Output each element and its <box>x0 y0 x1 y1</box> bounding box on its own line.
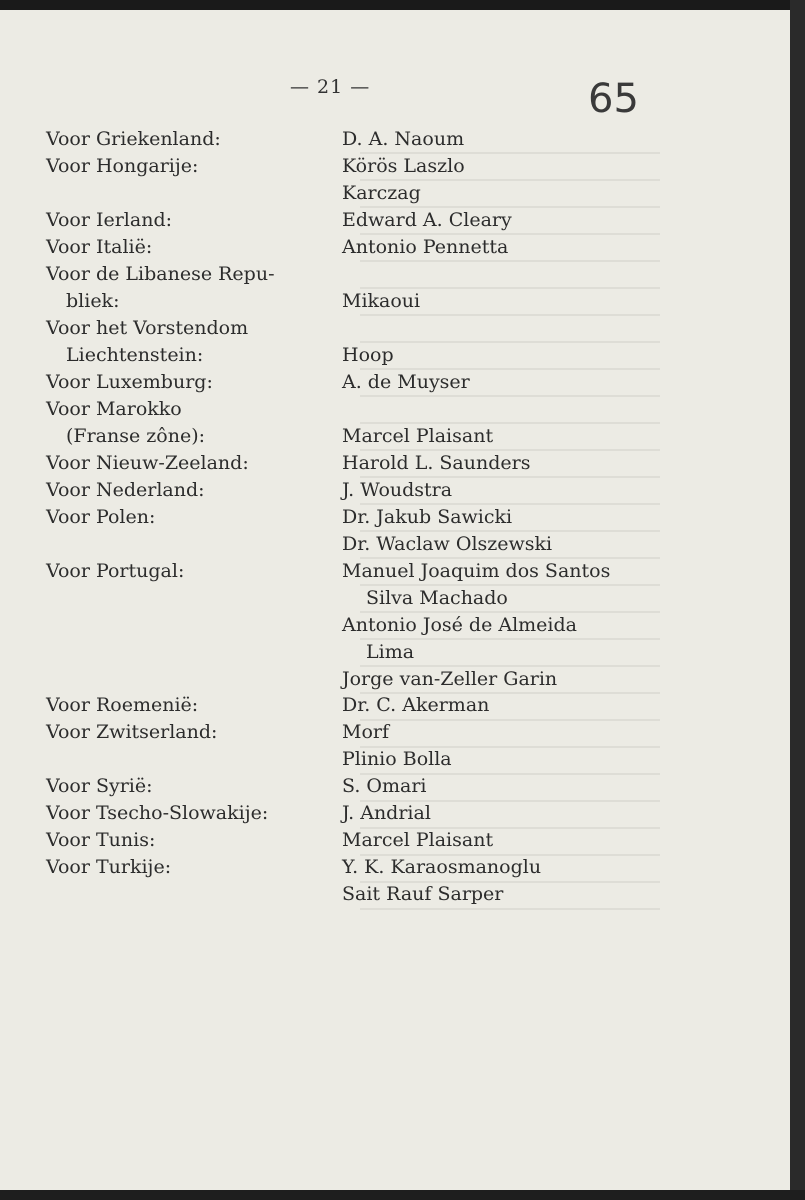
signatory-name: Antonio José de Almeida <box>342 614 577 636</box>
signatory-name-continued: Silva Machado <box>366 587 508 609</box>
signatory-name: Dr. C. Akerman <box>342 694 490 716</box>
country-label: Voor Luxemburg: <box>46 371 213 393</box>
scan-edge-right <box>790 0 805 1200</box>
signatory-name: Marcel Plaisant <box>342 829 494 851</box>
signatory-name-continued: Lima <box>366 641 415 663</box>
country-label: Voor Zwitserland: <box>46 721 218 743</box>
signatory-name: Harold L. Saunders <box>342 452 531 474</box>
signatory-name: Y. K. Karaosmanoglu <box>342 856 542 878</box>
country-label-continued: bliek: <box>66 290 120 312</box>
signatory-name: Mikaoui <box>342 290 421 312</box>
country-label: Voor Polen: <box>46 506 156 528</box>
country-label: Voor Roemenië: <box>46 694 199 716</box>
signatory-name: J. Woudstra <box>342 479 453 501</box>
signatory-name: D. A. Naoum <box>342 128 465 150</box>
country-label: Voor Turkije: <box>46 856 172 878</box>
country-label: Voor Italië: <box>46 236 153 258</box>
country-label-continued: Liechtenstein: <box>66 344 204 366</box>
signatory-name: A. de Muyser <box>342 371 470 393</box>
folio-number: 65 <box>588 76 639 122</box>
country-label: Voor Ierland: <box>46 209 173 231</box>
signatory-name: Dr. Jakub Sawicki <box>342 506 513 528</box>
country-label-continued: (Franse zône): <box>66 425 206 447</box>
signatory-name: Hoop <box>342 344 394 366</box>
document-page <box>0 10 790 1190</box>
country-label: Voor Nieuw-Zeeland: <box>46 452 249 474</box>
signatory-name: Plinio Bolla <box>342 748 452 770</box>
page-marker: — 21 — <box>290 76 371 98</box>
signatory-name: Dr. Waclaw Olszewski <box>342 533 553 555</box>
country-label: Voor Tunis: <box>46 829 156 851</box>
signatory-name: Sait Rauf Sarper <box>342 883 504 905</box>
scan-edge-bottom <box>0 1190 805 1200</box>
country-label: Voor Syrië: <box>46 775 153 797</box>
country-label: Voor Hongarije: <box>46 155 199 177</box>
signatory-name: Jorge van-Zeller Garin <box>342 668 558 690</box>
signatory-name: J. Andrial <box>342 802 431 824</box>
signatory-name: Körös Laszlo <box>342 155 465 177</box>
signatory-name: Antonio Pennetta <box>342 236 509 258</box>
signatory-name: Edward A. Cleary <box>342 209 512 231</box>
signatory-name: Marcel Plaisant <box>342 425 494 447</box>
signatory-name: S. Omari <box>342 775 427 797</box>
country-label: Voor Tsecho-Slowakije: <box>46 802 269 824</box>
signatory-name: Morf <box>342 721 390 743</box>
country-label: Voor de Libanese Repu- <box>46 263 275 285</box>
country-label: Voor Nederland: <box>46 479 205 501</box>
country-label: Voor het Vorstendom <box>46 317 249 339</box>
country-label: Voor Marokko <box>46 398 182 420</box>
signatory-name: Karczag <box>342 182 421 204</box>
country-label: Voor Griekenland: <box>46 128 221 150</box>
country-label: Voor Portugal: <box>46 560 185 582</box>
signatory-name: Manuel Joaquim dos Santos <box>342 560 611 582</box>
